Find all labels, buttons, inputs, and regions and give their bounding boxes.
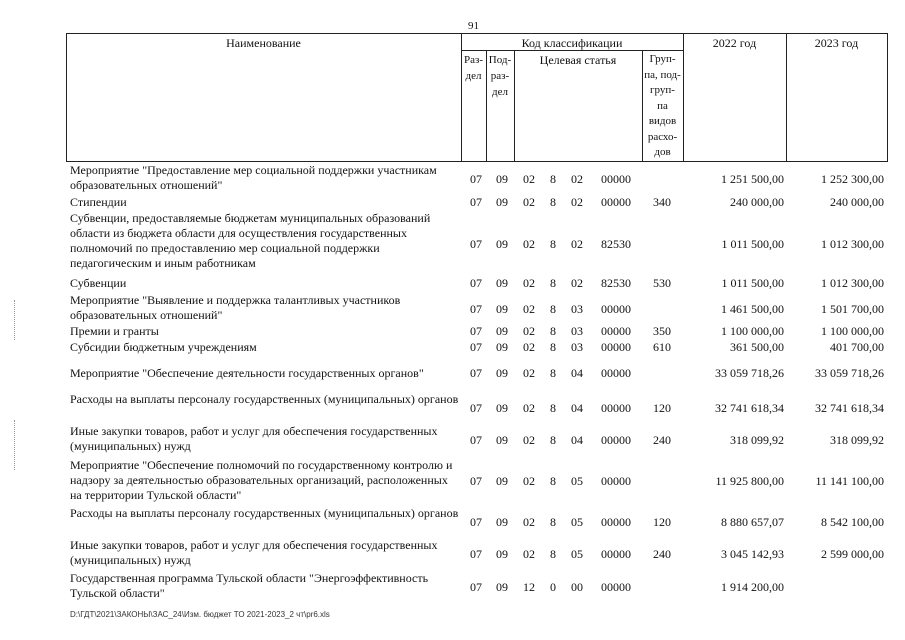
row-name: Мероприятие "Обеспечение деятельности государственных органов" [70, 366, 424, 380]
cell-c4: 00000 [601, 579, 631, 594]
cell-r: 07 [470, 171, 482, 186]
cell-c3: 02 [571, 171, 583, 186]
cell-pr: 09 [496, 432, 508, 447]
cell-c2: 8 [550, 301, 556, 316]
cell-v2022: 361 500,00 [730, 340, 784, 354]
cell-v2023: 33 059 718,26 [815, 366, 884, 380]
cell-v2022: 1 251 500,00 [721, 171, 784, 186]
cell-c3: 03 [571, 324, 583, 338]
cell-c2: 8 [550, 514, 556, 529]
table-row [0, 392, 905, 422]
cell-c2: 8 [550, 400, 556, 415]
cell-c3: 03 [571, 301, 583, 316]
cell-g: 530 [653, 276, 671, 290]
cell-c4: 00000 [601, 340, 631, 354]
cell-g: 120 [653, 514, 671, 529]
cell-pr: 09 [496, 340, 508, 354]
cell-c4: 82530 [601, 236, 631, 251]
cell-c1: 02 [523, 432, 535, 447]
page-number: 91 [468, 20, 479, 32]
cell-c1: 02 [523, 276, 535, 290]
cell-r: 07 [470, 324, 482, 338]
cell-r: 07 [470, 366, 482, 380]
row-name: Расходы на выплаты персоналу государственных (муниципальных) органов [70, 392, 459, 406]
cell-pr: 09 [496, 324, 508, 338]
cell-v2022: 1 011 500,00 [721, 236, 784, 251]
cell-g: 120 [653, 400, 671, 415]
cell-c1: 12 [523, 579, 535, 594]
cell-c1: 02 [523, 195, 535, 209]
cell-c3: 02 [571, 195, 583, 209]
header-razdel: Раз- дел [463, 54, 483, 82]
cell-c4: 00000 [601, 301, 631, 316]
cell-v2023: 240 000,00 [830, 195, 884, 209]
cell-pr: 09 [496, 366, 508, 380]
cell-c3: 02 [571, 276, 583, 290]
cell-v2022: 240 000,00 [730, 195, 784, 209]
cell-r: 07 [470, 301, 482, 316]
table-row [0, 506, 905, 536]
cell-c4: 00000 [601, 546, 631, 561]
cell-r: 07 [470, 474, 482, 488]
cell-v2023: 401 700,00 [830, 340, 884, 354]
header-podrazdel: Под- раз- дел [488, 54, 512, 98]
cell-r: 07 [470, 579, 482, 594]
table-row [0, 424, 905, 454]
row-name: Государственная программа Тульской области "Энергоэффективность Тульской области" [70, 571, 429, 600]
table-row [0, 293, 905, 323]
header-2022: 2022 год [712, 36, 757, 50]
cell-r: 07 [470, 400, 482, 415]
cell-v2022: 33 059 718,26 [715, 366, 784, 380]
cell-c3: 04 [571, 400, 583, 415]
cell-v2023: 1 100 000,00 [821, 324, 884, 338]
row-name: Иные закупки товаров, работ и услуг для обеспечения государственных (муниципальных) нужд [70, 538, 438, 567]
table-row [0, 211, 905, 275]
cell-c1: 02 [523, 400, 535, 415]
cell-pr: 09 [496, 546, 508, 561]
cell-v2023: 1 012 300,00 [821, 276, 884, 290]
table-row [0, 571, 905, 601]
row-name: Иные закупки товаров, работ и услуг для обеспечения государственных (муниципальных) нужд [70, 424, 438, 453]
header-code: Код классификации [521, 36, 623, 50]
cell-c1: 02 [523, 171, 535, 186]
cell-c1: 02 [523, 546, 535, 561]
cell-pr: 09 [496, 514, 508, 529]
cell-c3: 05 [571, 514, 583, 529]
cell-g: 340 [653, 195, 671, 209]
cell-v2022: 3 045 142,93 [721, 546, 784, 561]
cell-v2023: 2 599 000,00 [821, 546, 884, 561]
header-gruppa: Груп- па, под- груп- па видов расхо- дов [644, 53, 681, 158]
cell-r: 07 [470, 195, 482, 209]
row-name: Субвенции [70, 276, 127, 290]
cell-c1: 02 [523, 236, 535, 251]
cell-c2: 8 [550, 324, 556, 338]
cell-c2: 8 [550, 195, 556, 209]
cell-c1: 02 [523, 366, 535, 380]
cell-c2: 8 [550, 366, 556, 380]
cell-pr: 09 [496, 301, 508, 316]
cell-c3: 02 [571, 236, 583, 251]
cell-c3: 04 [571, 366, 583, 380]
cell-g: 610 [653, 340, 671, 354]
cell-c2: 8 [550, 340, 556, 354]
cell-v2023: 32 741 618,34 [815, 400, 884, 415]
cell-pr: 09 [496, 236, 508, 251]
cell-c1: 02 [523, 324, 535, 338]
cell-c2: 8 [550, 546, 556, 561]
cell-c3: 04 [571, 432, 583, 447]
cell-v2022: 32 741 618,34 [715, 400, 784, 415]
cell-c4: 00000 [601, 474, 631, 488]
cell-pr: 09 [496, 195, 508, 209]
cell-g: 350 [653, 324, 671, 338]
cell-c4: 00000 [601, 171, 631, 186]
cell-c3: 05 [571, 546, 583, 561]
table-row [0, 163, 905, 193]
cell-c3: 05 [571, 474, 583, 488]
cell-v2023: 1 501 700,00 [821, 301, 884, 316]
cell-c4: 00000 [601, 432, 631, 447]
cell-g: 240 [653, 432, 671, 447]
cell-v2022: 8 880 657,07 [721, 514, 784, 529]
cell-pr: 09 [496, 400, 508, 415]
cell-c2: 8 [550, 276, 556, 290]
cell-v2023: 1 012 300,00 [821, 236, 884, 251]
row-name: Субвенции, предоставляемые бюджетам муниципальных образований области из бюджета области для осуществления государственных полномочий по предоставлению мер социальной поддержки педагогическим и иным работникам [70, 211, 431, 270]
table-row [0, 276, 905, 291]
row-name: Премии и гранты [70, 324, 159, 338]
cell-c1: 02 [523, 514, 535, 529]
cell-c4: 00000 [601, 400, 631, 415]
row-name: Мероприятие "Выявление и поддержка талантливых участников образовательных отношений" [70, 293, 401, 322]
cell-c2: 8 [550, 474, 556, 488]
cell-v2023: 8 542 100,00 [821, 514, 884, 529]
cell-c1: 02 [523, 474, 535, 488]
cell-v2023: 318 099,92 [830, 432, 884, 447]
table-row [0, 366, 905, 381]
header-name: Наименование [226, 36, 301, 50]
cell-c2: 8 [550, 432, 556, 447]
row-name: Мероприятие "Предоставление мер социальной поддержки участникам образовательных отношений" [70, 163, 437, 192]
cell-c4: 82530 [601, 276, 631, 290]
table-header [66, 33, 888, 162]
cell-pr: 09 [496, 579, 508, 594]
table-row [0, 538, 905, 568]
footer-file-path: D:\ГДТ\2021\ЗАКОНЫ\ЗАС_24\Изм. бюджет ТО 2021-2023_2 чт\pr6.xls [70, 610, 330, 619]
cell-c4: 00000 [601, 324, 631, 338]
cell-c3: 00 [571, 579, 583, 594]
cell-v2022: 1 011 500,00 [721, 276, 784, 290]
cell-c4: 00000 [601, 366, 631, 380]
cell-r: 07 [470, 514, 482, 529]
cell-v2023: 1 252 300,00 [821, 171, 884, 186]
cell-c1: 02 [523, 340, 535, 354]
cell-v2022: 1 461 500,00 [721, 301, 784, 316]
row-name: Расходы на выплаты персоналу государственных (муниципальных) органов [70, 506, 459, 520]
header-2023: 2023 год [814, 36, 859, 50]
cell-r: 07 [470, 276, 482, 290]
cell-r: 07 [470, 546, 482, 561]
cell-v2022: 1 914 200,00 [721, 579, 784, 594]
cell-r: 07 [470, 432, 482, 447]
cell-c2: 8 [550, 236, 556, 251]
header-celevaya: Целевая статья [539, 53, 617, 67]
cell-v2022: 318 099,92 [730, 432, 784, 447]
cell-pr: 09 [496, 276, 508, 290]
cell-r: 07 [470, 236, 482, 251]
cell-c2: 8 [550, 171, 556, 186]
table-row [0, 340, 905, 355]
cell-c1: 02 [523, 301, 535, 316]
row-name: Субсидии бюджетным учреждениям [70, 340, 257, 354]
table-row [0, 195, 905, 210]
cell-pr: 09 [496, 171, 508, 186]
table-row [0, 324, 905, 339]
cell-v2022: 11 925 800,00 [715, 474, 784, 488]
cell-v2022: 1 100 000,00 [721, 324, 784, 338]
cell-g: 240 [653, 546, 671, 561]
cell-c4: 00000 [601, 195, 631, 209]
cell-c3: 03 [571, 340, 583, 354]
cell-pr: 09 [496, 474, 508, 488]
row-name: Мероприятие "Обеспечение полномочий по государственному контролю и надзору за деятельностью образовательных организаций, расположенных на территории Тульской области" [70, 458, 453, 502]
row-name: Стипендии [70, 195, 127, 209]
table-row [0, 458, 905, 503]
cell-v2023: 11 141 100,00 [815, 474, 884, 488]
cell-r: 07 [470, 340, 482, 354]
cell-c4: 00000 [601, 514, 631, 529]
cell-c2: 0 [550, 579, 556, 594]
